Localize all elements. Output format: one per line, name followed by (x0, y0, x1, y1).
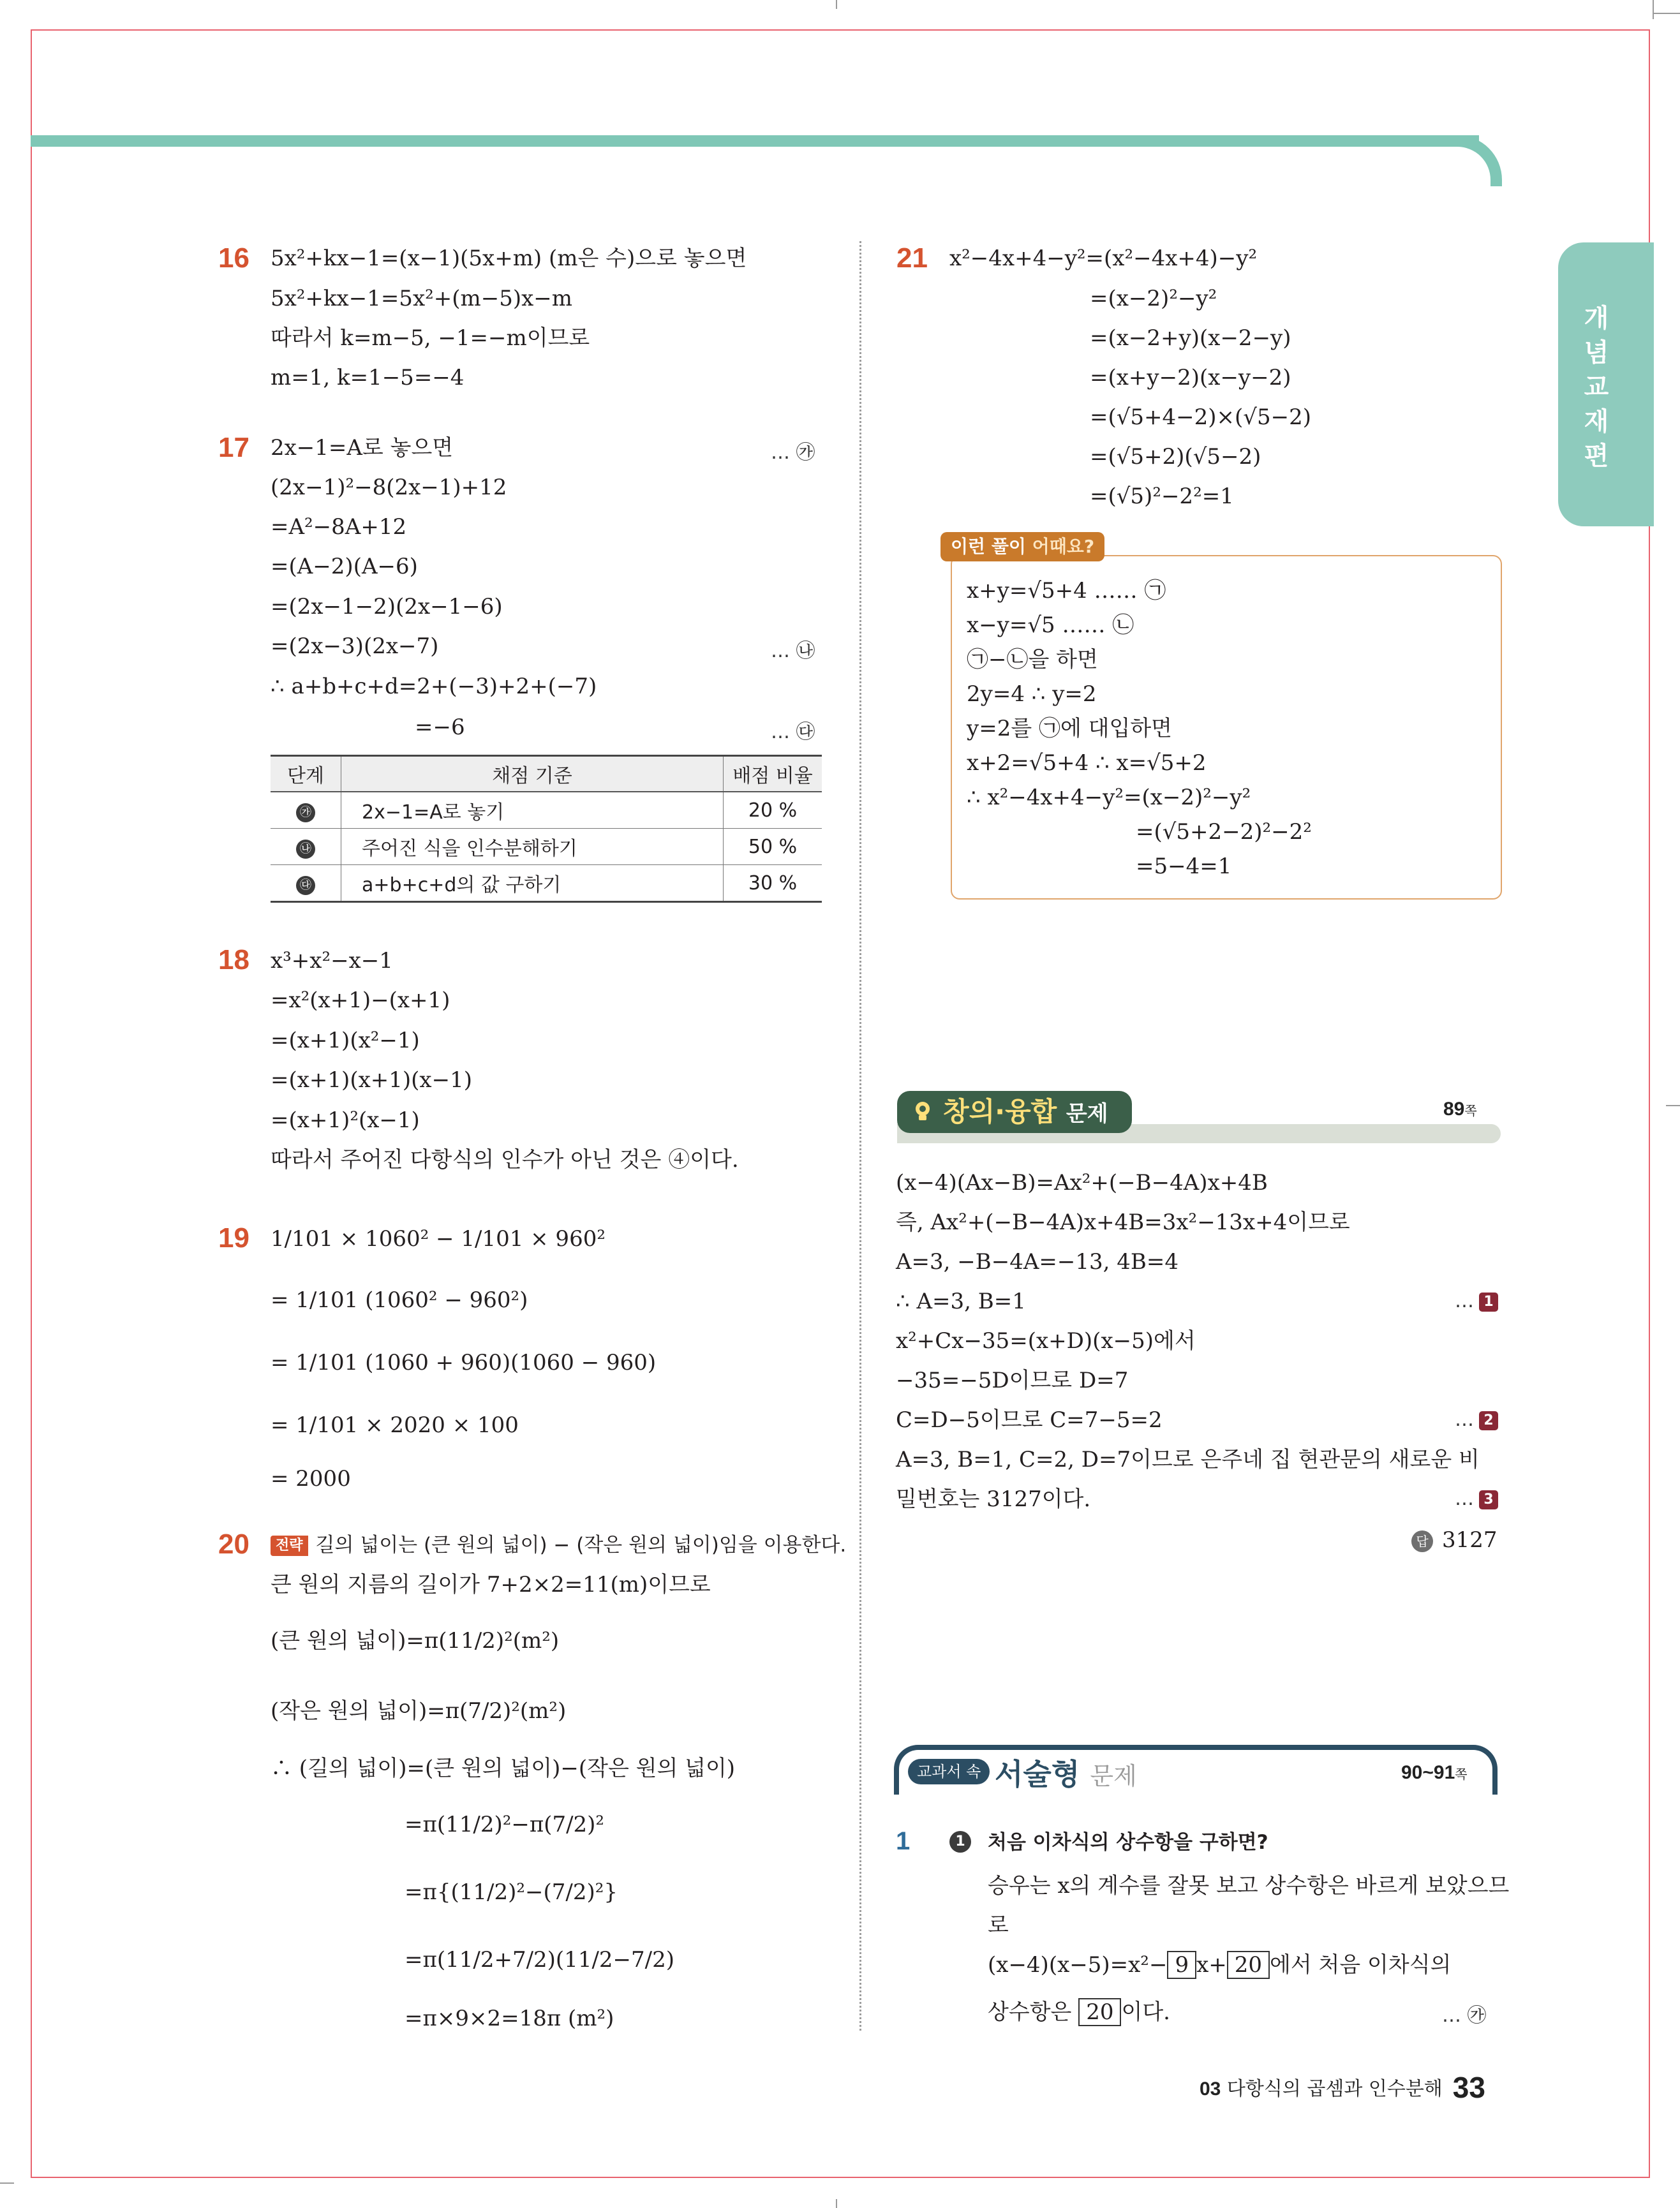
p17-line: ∴ a+b+c+d=2+(−3)+2+(−7) (271, 674, 597, 699)
problem-18-number: 18 (218, 944, 249, 975)
tag-text-question: 어때요? (1032, 536, 1095, 557)
descriptive-line: 로 (988, 1913, 1009, 1938)
creative-line: ∴ A=3, B=1 (896, 1289, 1026, 1314)
p19-line: 1/101 × 1060² − 1/101 × 960² (271, 1226, 606, 1252)
eq-part: (x−4)(x−5)=x²− (988, 1952, 1168, 1978)
page-number: 89 (1443, 1099, 1465, 1120)
descriptive-title-suffix: 문제 (1090, 1762, 1137, 1790)
step-badge: ㉮ (296, 803, 315, 822)
p17-line: =(2x−1−2)(2x−1−6) (271, 594, 503, 619)
step-badge-3: 3 (1479, 1490, 1498, 1509)
creative-mark-1: … 1 (1455, 1290, 1498, 1312)
page-range: 90~91 (1401, 1762, 1455, 1783)
p19-line: = 2000 (271, 1466, 351, 1492)
creative-title-suffix: 문제 (1066, 1101, 1108, 1127)
p20-strategy-text: 길의 넓이는 (큰 원의 넓이) − (작은 원의 넓이)임을 이용한다. (315, 1534, 847, 1557)
creative-answer (1411, 1527, 1498, 1553)
crop-mark (1666, 1105, 1680, 1106)
p20-line: ∴ (길의 넓이)=(큰 원의 넓이)−(작은 원의 넓이) (271, 1756, 736, 1781)
table-row (271, 865, 822, 902)
p21-line: =(√5+2)(√5−2) (1090, 444, 1261, 470)
descriptive-title-main: 서술형 (995, 1757, 1080, 1791)
descriptive-line: 승우는 x의 계수를 잘못 보고 상수항은 바르게 보았으므 (988, 1873, 1510, 1899)
textbook-tag: 교과서 속 (908, 1759, 990, 1784)
alternative-solution-tag (940, 532, 1104, 561)
table-row (271, 829, 822, 865)
table-row (271, 792, 822, 829)
table-header: 채점 기준 (341, 756, 724, 792)
p20-line: =π(11/2)²−π(7/2)² (405, 1812, 605, 1837)
p18-line: x³+x²−x−1 (271, 948, 393, 974)
step-badge: ㉯ (296, 840, 315, 859)
creative-line: 밀번호는 3127이다. (896, 1486, 1091, 1512)
criterion-cell: 2x−1=A로 놓기 (341, 792, 724, 829)
ratio-cell: 20 % (724, 792, 822, 829)
tip-line: x+y=√5+4 …… ㉠ (967, 578, 1166, 604)
page-footer (1200, 2070, 1485, 2105)
p20-line: =π{(11/2)²−(7/2)²} (405, 1879, 618, 1905)
answer-box: 20 (1078, 1998, 1121, 2026)
strategy-badge: 전략 (271, 1536, 308, 1556)
p17-mark-c: … ㉰ (771, 721, 815, 743)
crop-mark (1653, 13, 1680, 14)
table-header-row (271, 756, 822, 792)
side-tab (1558, 242, 1654, 526)
p21-line: x²−4x+4−y²=(x²−4x+4)−y² (949, 246, 1258, 271)
descriptive-equation (988, 1951, 1451, 1979)
p17-line: =A²−8A+12 (271, 514, 407, 540)
crop-mark (836, 2199, 837, 2208)
p19-line: = 1/101 (1060² − 960²) (271, 1287, 528, 1313)
creative-line: A=3, −B−4A=−13, 4B=4 (896, 1249, 1179, 1275)
descriptive-page-ref (1401, 1762, 1468, 1784)
tip-line: y=2를 ㉠에 대입하면 (967, 716, 1173, 741)
p18-line: =(x+1)(x²−1) (271, 1028, 420, 1053)
ratio-cell: 30 % (724, 865, 822, 902)
tip-line: ㉠−㉡을 하면 (967, 647, 1098, 672)
p18-line: =(x+1)(x+1)(x−1) (271, 1067, 472, 1093)
crop-mark (0, 2182, 14, 2184)
p17-line: 2x−1=A로 놓으면 (271, 435, 454, 461)
chapter-title: 다항식의 곱셈과 인수분해 (1226, 2078, 1443, 2100)
const-part: 상수항은 (988, 1999, 1072, 2025)
p17-mark-b: … ㉯ (771, 640, 815, 662)
crop-mark (836, 0, 837, 9)
p21-line: =(x−2)²−y² (1090, 286, 1217, 311)
creative-line: A=3, B=1, C=2, D=7이므로 은주네 집 현관문의 새로운 비 (896, 1447, 1480, 1472)
answer-value: 3127 (1442, 1527, 1498, 1553)
p17-mark-a: … ㉮ (771, 441, 815, 464)
scoring-table (271, 755, 822, 903)
tip-line: =(√5+2−2)²−2² (1136, 819, 1312, 845)
tip-line: 2y=4 ∴ y=2 (967, 681, 1097, 707)
criterion-cell: a+b+c+d의 값 구하기 (341, 865, 724, 902)
tip-line: ∴ x²−4x+4−y²=(x−2)²−y² (967, 785, 1251, 810)
const-part: 이다. (1121, 1999, 1170, 2025)
problem-20-number: 20 (218, 1529, 249, 1560)
creative-line: C=D−5이므로 C=7−5=2 (896, 1407, 1163, 1433)
creative-line: −35=−5D이므로 D=7 (896, 1368, 1129, 1393)
creative-mark-3: … 3 (1455, 1488, 1498, 1510)
p18-line: =x²(x+1)−(x+1) (271, 988, 450, 1013)
page-unit: 쪽 (1455, 1768, 1468, 1782)
problem-16-number: 16 (218, 242, 249, 274)
p21-line: =(√5)²−2²=1 (1090, 484, 1234, 509)
p16-line: 따라서 k=m−5, −1=−m이므로 (271, 325, 590, 351)
page-number: 33 (1452, 2071, 1485, 2104)
table-header: 배점 비율 (724, 756, 822, 792)
p20-line: 큰 원의 지름의 길이가 7+2×2=11(m)이므로 (271, 1572, 711, 1597)
side-tab-label: 개념교재편 (1584, 304, 1609, 471)
problem-19-number: 19 (218, 1222, 249, 1254)
column-divider (859, 241, 861, 2031)
p17-line: =(2x−3)(2x−7) (271, 634, 439, 659)
lightbulb-icon (910, 1099, 935, 1124)
p18-line: 따라서 주어진 다항식의 인수가 아닌 것은 ④이다. (271, 1147, 739, 1173)
crop-mark (1653, 0, 1654, 19)
creative-page-ref (1443, 1099, 1477, 1120)
tip-line: x−y=√5 …… ㉡ (967, 612, 1134, 638)
tip-line: =5−4=1 (1136, 854, 1232, 879)
creative-line: (x−4)(Ax−B)=Ax²+(−B−4A)x+4B (896, 1170, 1268, 1196)
problem-17-number: 17 (218, 432, 249, 463)
p20-line: =π×9×2=18π (m²) (405, 2006, 614, 2031)
descriptive-mark: … ㉮ (1442, 2004, 1487, 2027)
p17-line: =−6 (415, 715, 465, 740)
step-title: 처음 이차식의 상수항을 구하면? (988, 1831, 1268, 1854)
table-header: 단계 (271, 756, 341, 792)
creative-line: 즉, Ax²+(−B−4A)x+4B=3x²−13x+4이므로 (896, 1210, 1350, 1235)
p20-line: =π(11/2+7/2)(11/2−7/2) (405, 1947, 675, 1973)
descriptive-title (995, 1751, 1137, 1793)
step-badge: ㉰ (296, 876, 315, 895)
answer-badge: 답 (1411, 1530, 1433, 1552)
step-circle: 1 (949, 1831, 971, 1853)
creative-line: x²+Cx−35=(x+D)(x−5)에서 (896, 1328, 1196, 1354)
criterion-cell: 주어진 식을 인수분해하기 (341, 829, 724, 865)
page-unit: 쪽 (1464, 1104, 1477, 1118)
p20-line: (큰 원의 넓이)=π(11/2)²(m²) (271, 1628, 560, 1654)
creative-title-pill (897, 1091, 1132, 1133)
p21-line: =(√5+4−2)×(√5−2) (1090, 404, 1311, 430)
p19-line: = 1/101 (1060 + 960)(1060 − 960) (271, 1350, 657, 1375)
tip-line: x+2=√5+4 ∴ x=√5+2 (967, 750, 1207, 776)
p20-strategy-line (271, 1532, 846, 1558)
p17-line: (2x−1)²−8(2x−1)+12 (271, 475, 507, 500)
p19-line: = 1/101 × 2020 × 100 (271, 1412, 519, 1438)
p16-line: 5x²+kx−1=5x²+(m−5)x−m (271, 286, 573, 311)
header-rule (31, 135, 1479, 147)
answer-box: 9 (1167, 1951, 1196, 1979)
p18-line: =(x+1)²(x−1) (271, 1108, 420, 1133)
step-badge-1: 1 (1479, 1293, 1498, 1312)
chapter-number: 03 (1200, 2078, 1221, 2100)
p21-line: =(x+y−2)(x−y−2) (1090, 365, 1291, 390)
tag-text: 이런 풀이 (951, 536, 1026, 557)
creative-section-header (897, 1091, 1501, 1146)
p21-line: =(x−2+y)(x−2−y) (1090, 325, 1291, 351)
p16-line: 5x²+kx−1=(x−1)(5x+m) (m은 수)으로 놓으면 (271, 246, 747, 271)
p17-line: =(A−2)(A−6) (271, 554, 418, 579)
p16-line: m=1, k=1−5=−4 (271, 365, 465, 390)
ratio-cell: 50 % (724, 829, 822, 865)
p20-line: (작은 원의 넓이)=π(7/2)²(m²) (271, 1698, 567, 1724)
eq-part: x+ (1196, 1952, 1227, 1978)
step-badge-2: 2 (1479, 1411, 1498, 1430)
creative-mark-2: … 2 (1455, 1409, 1498, 1431)
answer-box: 20 (1227, 1951, 1270, 1979)
problem-21-number: 21 (896, 242, 928, 274)
creative-title: 창의·융합 (943, 1096, 1057, 1127)
question-number: 1 (896, 1827, 911, 1855)
descriptive-constant (988, 1998, 1170, 2026)
eq-part: 에서 처음 이차식의 (1270, 1952, 1452, 1978)
